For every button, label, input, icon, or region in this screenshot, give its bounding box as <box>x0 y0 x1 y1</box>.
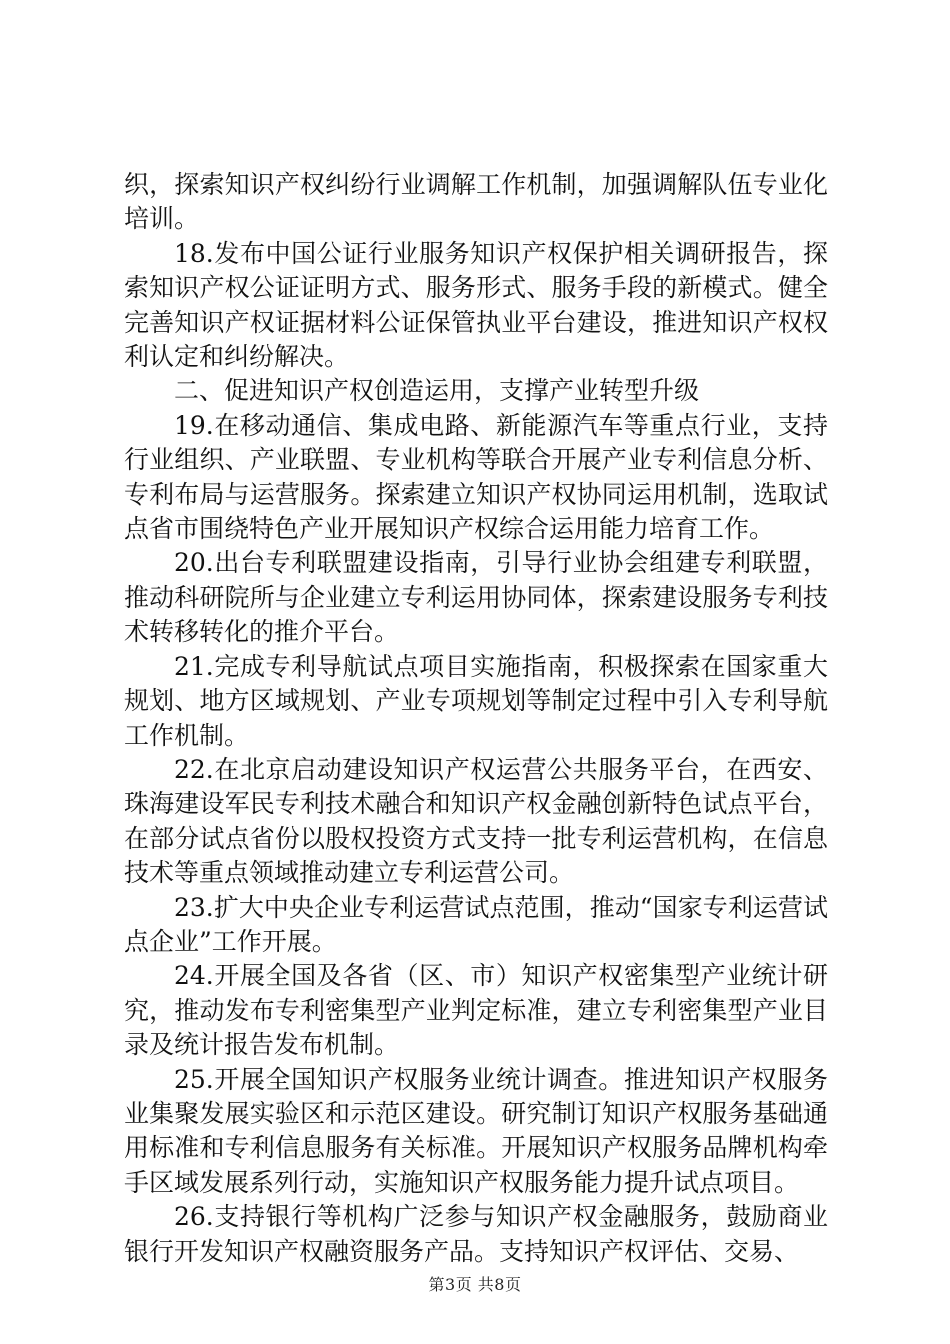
paragraph-item-24: 24.开展全国及各省（区、市）知识产权密集型产业统计研究，推动发布专利密集型产业判定标准，建立专利密集型产业目录及统计报告发布机制。 <box>124 961 828 1060</box>
paragraph-item-25: 25.开展全国知识产权服务业统计调查。推进知识产权服务业集聚发展实验区和示范区建设。研究制订知识产权服务基础通用标准和专利信息服务有关标准。开展知识产权服务品牌机构牵手区域发展系列行动，实施知识产权服务能力提升试点项目。 <box>124 1064 828 1197</box>
document-body <box>124 168 828 1269</box>
paragraph-continuation: 织，探索知识产权纠纷行业调解工作机制，加强调解队伍专业化培训。 <box>124 170 828 234</box>
paragraph-item-23: 23.扩大中央企业专利运营试点范围，推动“国家专利运营试点企业”工作开展。 <box>124 892 828 956</box>
paragraph-item-18: 18.发布中国公证行业服务知识产权保护相关调研报告，探索知识产权公证证明方式、服务形式、服务手段的新模式。健全完善知识产权证据材料公证保管执业平台建设，推进知识产权权利认定和纠纷解决。 <box>124 238 828 372</box>
paragraph-item-22: 22.在北京启动建设知识产权运营公共服务平台，在西安、珠海建设军民专利技术融合和知识产权金融创新特色试点平台，在部分试点省份以股权投资方式支持一批专利运营机构，在信息技术等重点领域推动建立专利运营公司。 <box>124 754 828 888</box>
paragraph-item-19: 19.在移动通信、集成电路、新能源汽车等重点行业，支持行业组织、产业联盟、专业机构等联合开展产业专利信息分析、专利布局与运营服务。探索建立知识产权协同运用机制，选取试点省市围绕特色产业开展知识产权综合运用能力培育工作。 <box>124 410 828 544</box>
paragraph-item-21: 21.完成专利导航试点项目实施指南，积极探索在国家重大规划、地方区域规划、产业专项规划等制定过程中引入专利导航工作机制。 <box>124 651 828 750</box>
section-heading: 二、促进知识产权创造运用，支撑产业转型升级 <box>174 376 700 406</box>
paragraph-item-20: 20.出台专利联盟建设指南，引导行业协会组建专利联盟，推动科研院所与企业建立专利运用协同体，探索建设服务专利技术转移转化的推介平台。 <box>124 548 828 647</box>
page-number-footer: 第3页 共8页 <box>428 1275 522 1294</box>
paragraph-item-26: 26.支持银行等机构广泛参与知识产权金融服务，鼓励商业银行开发知识产权融资服务产品。支持知识产权评估、交易、 <box>124 1202 828 1266</box>
